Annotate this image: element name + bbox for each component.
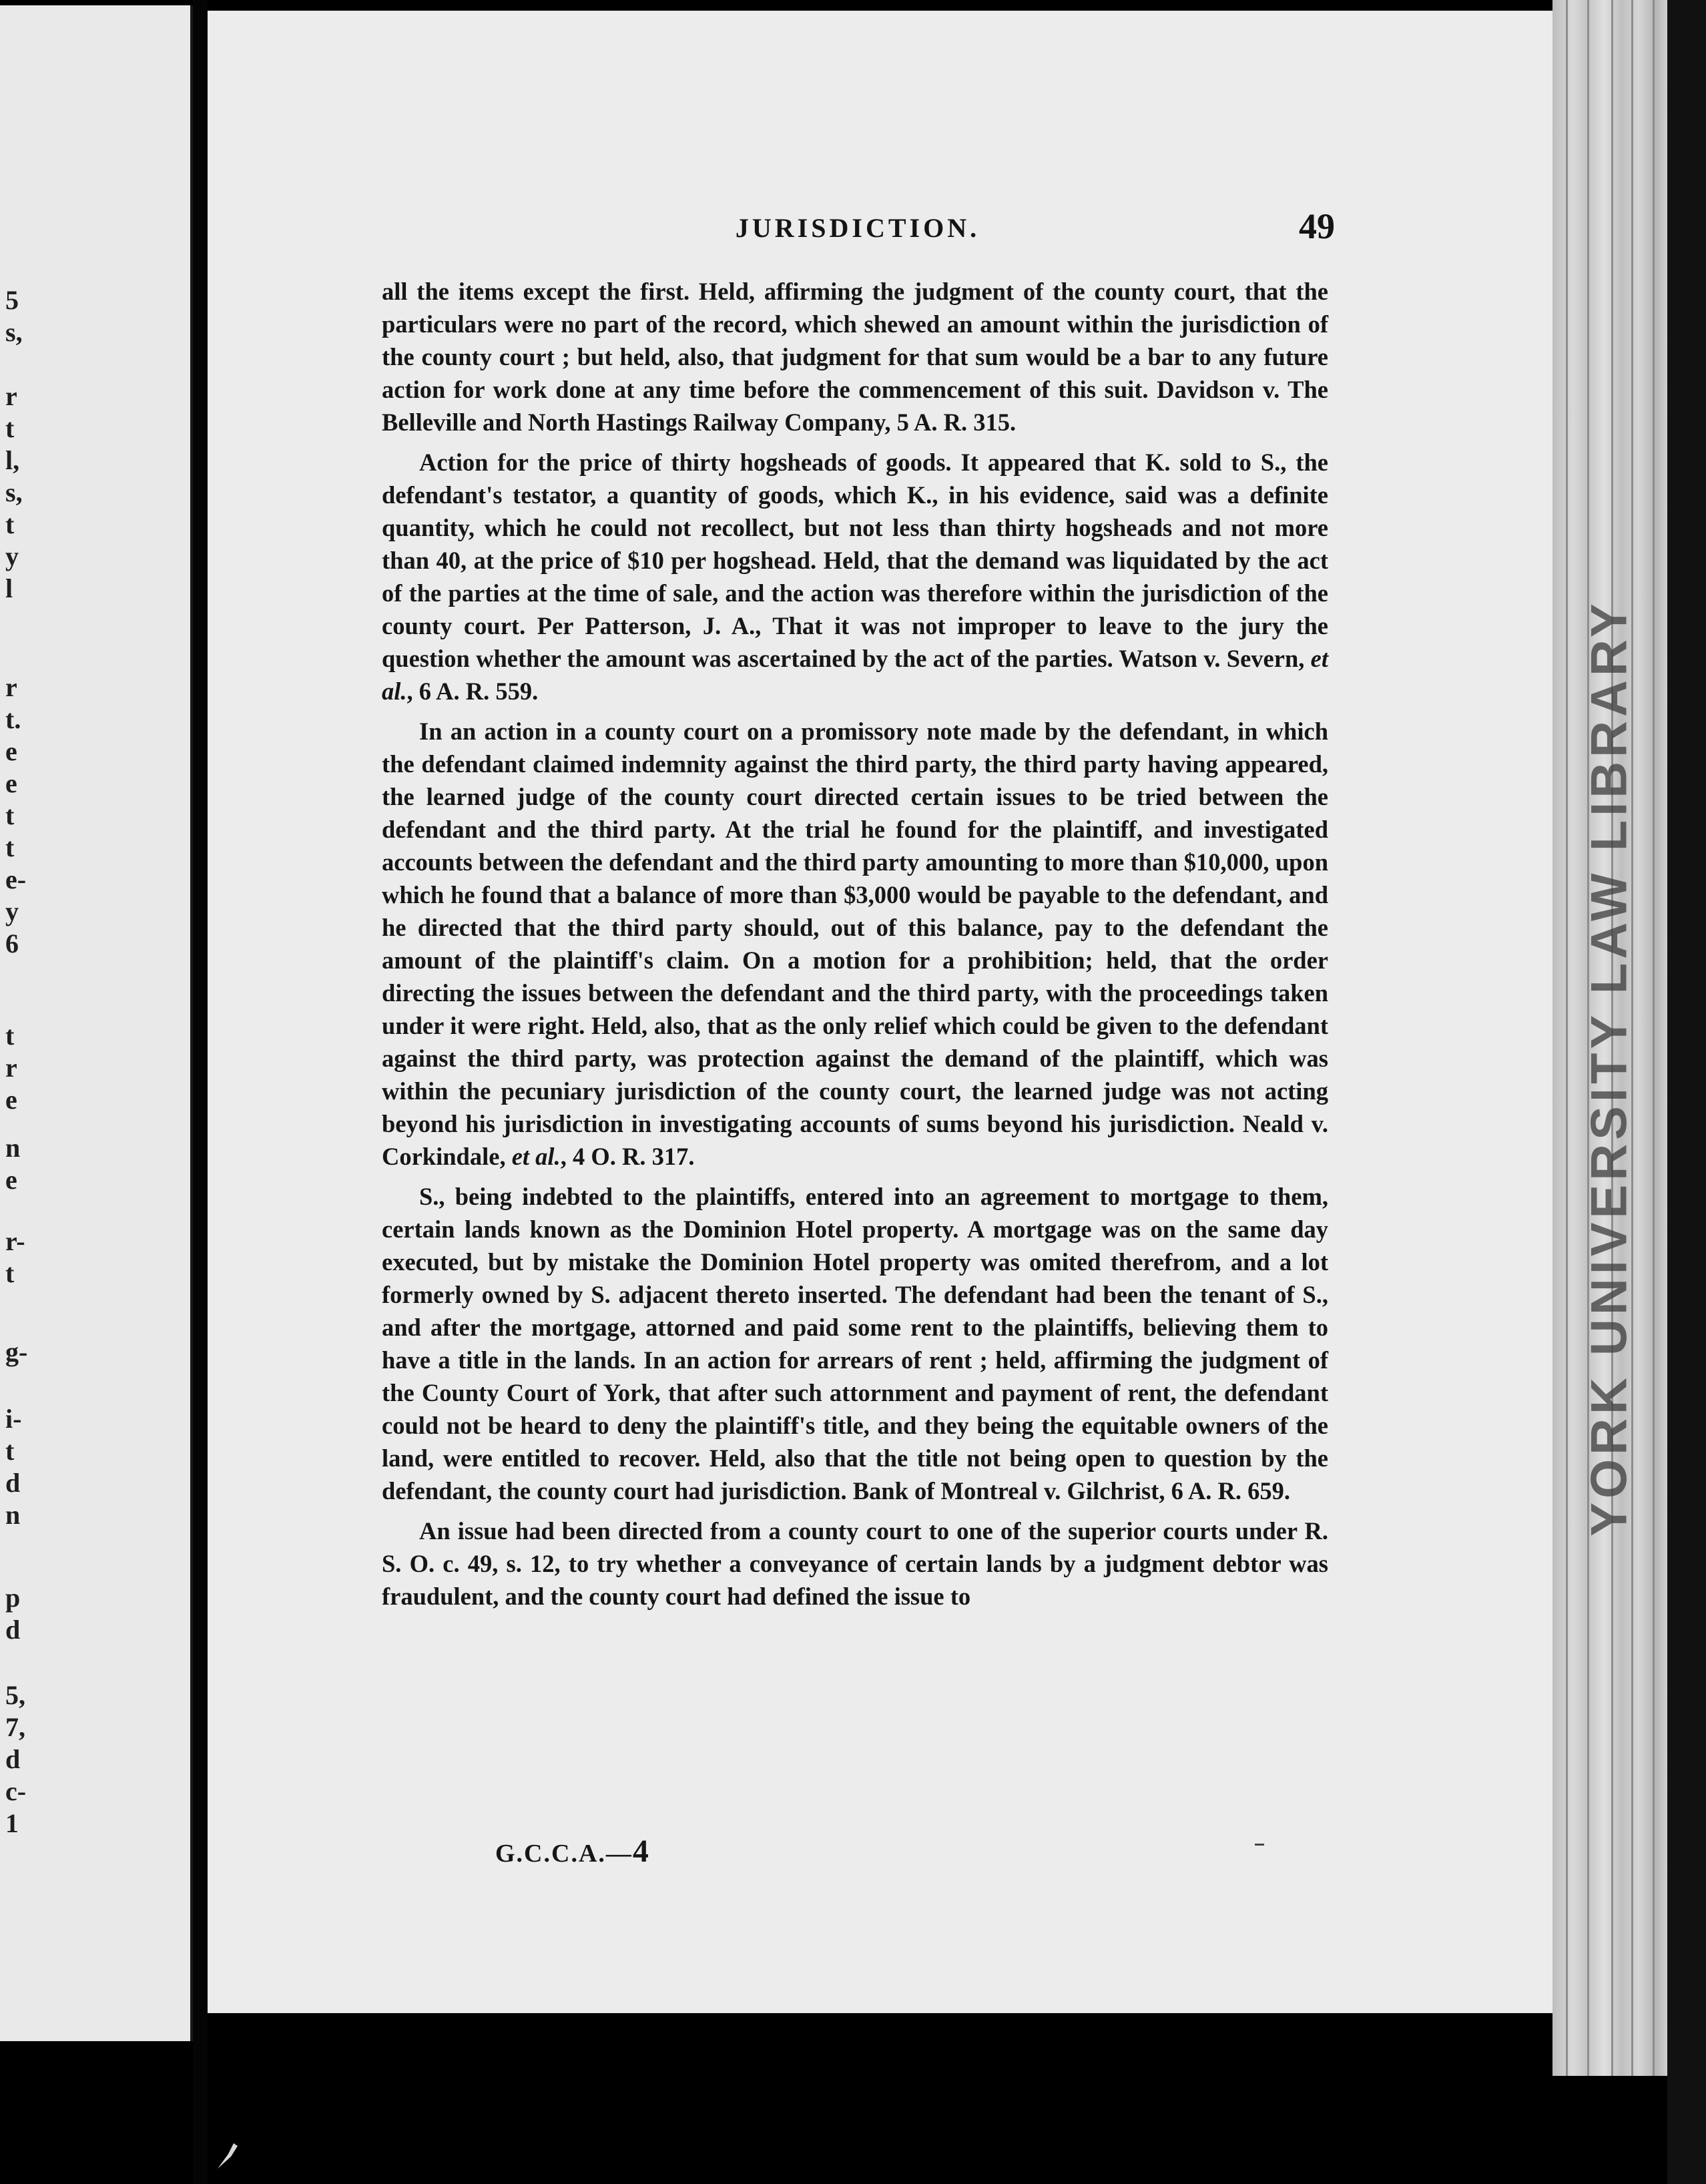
page-number: 49	[1299, 206, 1335, 246]
italic-citation: et al.	[511, 1143, 561, 1170]
left-page-fragment: e	[5, 736, 17, 766]
citation-reference: , 6 A. R. 559.	[406, 677, 539, 705]
left-page-fragment: d	[5, 1744, 21, 1774]
left-page-fragment: t	[5, 800, 15, 830]
library-stamp-area	[1559, 113, 1659, 2022]
left-page-fragment: e	[5, 1085, 17, 1115]
left-page-fragment: d	[5, 1468, 21, 1498]
left-page-fragment: c-	[5, 1776, 27, 1806]
left-page-fragment: p	[5, 1583, 21, 1613]
citation-reference: , 4 O. R. 317.	[560, 1143, 695, 1170]
ink-speck	[1255, 1844, 1264, 1846]
left-page-fragment: e	[5, 768, 17, 798]
scan-border	[1667, 0, 1706, 2184]
left-page-fragment: t	[5, 509, 15, 539]
printer-signature	[495, 1833, 650, 1870]
paragraph-watson	[382, 446, 1328, 708]
left-page-fragment: g-	[5, 1337, 28, 1367]
ink-mark-icon	[214, 2139, 243, 2171]
left-page-fragment: n	[5, 1133, 21, 1163]
signature-prefix: G.C.C.A.—	[495, 1840, 633, 1868]
left-page-fragment: e	[5, 1165, 17, 1195]
left-page-fragment: n	[5, 1500, 21, 1530]
signature-number: 4	[632, 1834, 650, 1869]
left-page-fragment: y	[5, 541, 19, 571]
left-page-fragment: d	[5, 1615, 21, 1645]
running-head	[380, 206, 1335, 246]
left-page-fragment: t.	[5, 704, 21, 734]
library-stamp-text: YORK UNIVERSITY LAW LIBRARY	[1581, 599, 1638, 1537]
left-page-fragment: s,	[5, 477, 23, 507]
paragraph-davidson: all the items except the first. Held, affirming the judgment of the county court, that the particulars were no part of the record, which shewed an amount within the jurisdiction of the county court ; but held, also, that judgment for that sum would be a bar to any future action for work done at any time before the commencement of this suit. Davidson v. The Belleville and North Hastings Railway Company, 5 A. R. 315.	[382, 278, 1328, 436]
left-page-fragment: t	[5, 1258, 15, 1288]
paragraph-issue-directed: An issue had been directed from a county court to one of the superior courts under R. S. O. c. 49, s. 12, to try whether a conveyance of certain lands by a judgment debtor was fraudulent, and the county court had defined the issue to	[382, 1517, 1328, 1610]
paragraph-bank-of-montreal: S., being indebted to the plaintiffs, entered into an agreement to mortgage to them, certain lands known as the Dominion Hotel property. A mortgage was on the same day executed, but by mistake the Dominion Hotel property was omited therefrom, and a lot formerly owned by S. adjacent thereto inserted. The defendant had been the tenant of S., and after the mortgage, attorned and paid some rent to the plaintiffs, believing them to have a title in the lands. In an action for arrears of rent ; held, affirming the judgment of the County Court of York, that after such attornment and payment of rent, the defendant could not be heard to deny the plaintiff's title, and they being the equitable owners of the land, were entitled to recover. Held, also that the title not being open to question by the defendant, the county court had jurisdiction. Bank of Montreal v. Gilchrist, 6 A. R. 659.	[382, 1183, 1328, 1505]
left-page-fragment: l	[5, 573, 13, 603]
left-page-fragment: r	[5, 381, 17, 411]
left-page-fragment: 1	[5, 1808, 19, 1838]
paragraph-text: In an action in a county court on a promissory note made by the defendant, in which the defendant claimed indemnity against the third party, the third party having appeared, the learned judge of the county court directed certain issues to be tried between the defendant and the third party. At the trial he found for the plaintiff, and investigated accounts between the defendant and the third party amounting to more than $10,000, upon which he found that a balance of more than $3,000 would be payable to the defendant, and he directed that the third party should, out of this balance, pay to the defendant the amount of the plaintiff's claim. On a motion for a prohibition; held, that the order directing the issues between the defendant and the third party, with the proceedings taken under it were right. Held, also, that as the only relief which could be given to the defendant against the third party, was protection against the demand of the plaintiff, which was within the pecuniary jurisdiction of the county court, the learned judge was not acting beyond his jurisdiction in investigating accounts of sums beyond his jurisdiction. Neald v. Corkindale,	[382, 718, 1328, 1170]
left-page-fragment: 5,	[5, 1680, 25, 1710]
left-page-fragment: 6	[5, 928, 19, 959]
paragraph-text: Action for the price of thirty hogsheads of goods. It appeared that K. sold to S., the defendant's testator, a quantity of goods, which K., in his evidence, said was a definite quantity, which he could not recollect, but not less than thirty hogsheads and not more than 40, at the price of $10 per hogshead. Held, that the demand was liquidated by the act of the parties at the time of sale, and the action was therefore within the jurisdiction of the county court. Per Patterson, J. A., That it was not improper to leave to the jury the question whether the amount was ascertained by the act of the parties. Watson v. Severn,	[382, 449, 1328, 672]
book-gutter	[193, 0, 208, 2184]
left-page-fragment: i-	[5, 1404, 22, 1434]
left-facing-page	[0, 5, 193, 2041]
left-page-fragment: t	[5, 832, 15, 862]
left-page-fragment: t	[5, 1021, 15, 1051]
left-page-fragment: r	[5, 672, 17, 702]
left-page-fragment: y	[5, 896, 19, 926]
left-page-fragment: r-	[5, 1226, 25, 1256]
left-page-fragment: 7,	[5, 1712, 25, 1742]
paragraph-neald	[382, 715, 1328, 1173]
left-page-fragment: l,	[5, 445, 20, 475]
left-page-fragment: t	[5, 1436, 15, 1466]
body-text	[382, 275, 1328, 1620]
running-title: JURISDICTION.	[735, 213, 980, 243]
left-page-fragment: 5	[5, 285, 19, 315]
left-page-fragment: s,	[5, 317, 23, 347]
left-page-fragment: t	[5, 413, 15, 443]
left-page-fragment: e-	[5, 864, 27, 894]
left-page-fragment: r	[5, 1053, 17, 1083]
italic-citation: et al.	[382, 645, 1328, 705]
